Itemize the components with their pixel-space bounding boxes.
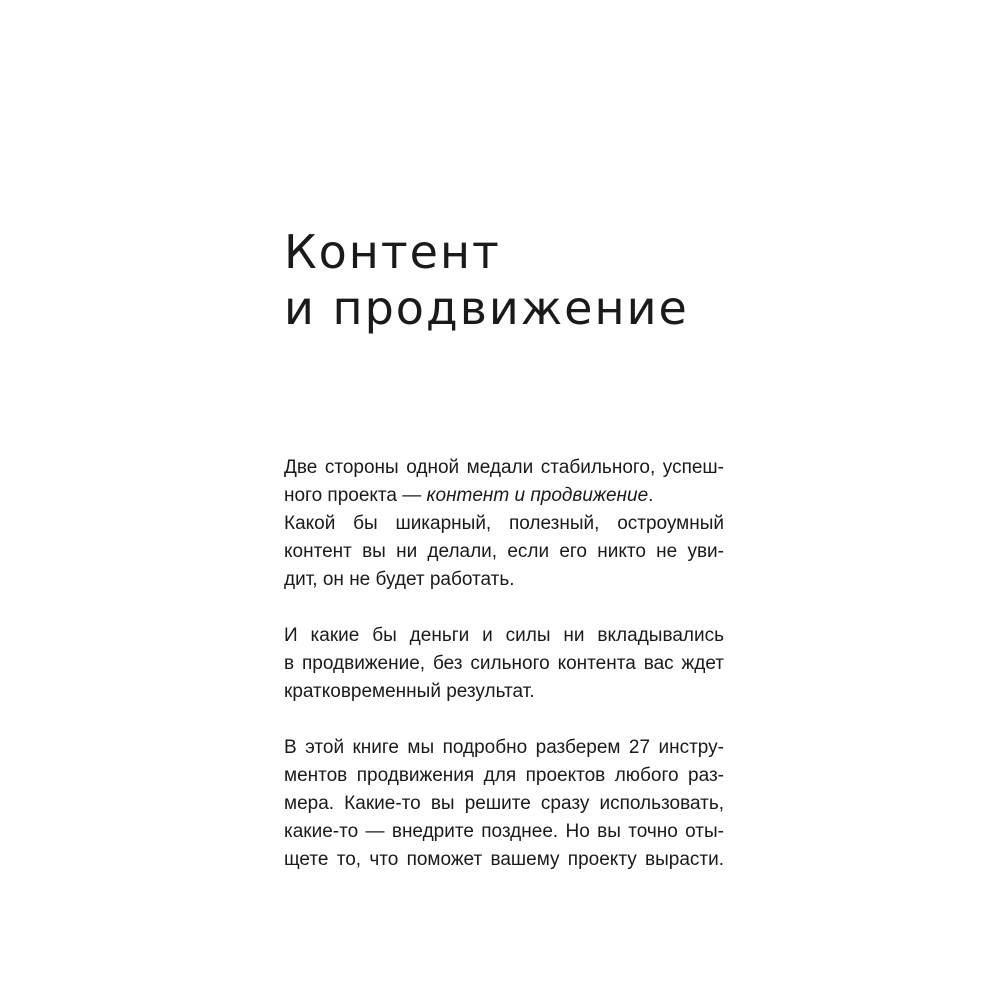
chapter-title [284,224,689,336]
text-segment: ного проекта — [284,485,427,506]
text-line: кратковременный результат. [284,681,535,702]
text-line: ментов продвижения для проектов любого раз- [284,765,724,786]
text-line: Какой бы шикарный, полезный, остроумный [284,513,724,534]
intro-text [284,454,724,902]
paragraph-2 [284,622,724,706]
chapter-title-line-2: и продвижение [284,281,689,335]
text-line: какие-то — внедрите позднее. Но вы точно оты- [284,821,724,842]
paragraph-3 [284,734,724,874]
text-line: мера. Какие-то вы решите сразу использовать, [284,793,724,814]
text-line: В этой книге мы подробно разберем 27 инстру- [284,737,724,758]
chapter-title-line-1: Контент [284,225,501,279]
text-line: И какие бы деньги и силы ни вкладывались [284,625,724,646]
text-line: дит, он не будет работать. [284,569,515,590]
paragraph-1 [284,454,724,594]
text-line: в продвижение, без сильного контента вас ждет [284,653,724,674]
text-line: контент вы ни делали, если его никто не уви- [284,541,724,562]
text-segment: . [648,485,654,506]
text-line: щете то, что поможет вашему проекту вырасти. [284,849,724,870]
emphasis-text: контент и продвижение [426,485,649,506]
text-line [284,482,724,510]
text-line: Две стороны одной медали стабильного, успеш- [284,457,724,478]
